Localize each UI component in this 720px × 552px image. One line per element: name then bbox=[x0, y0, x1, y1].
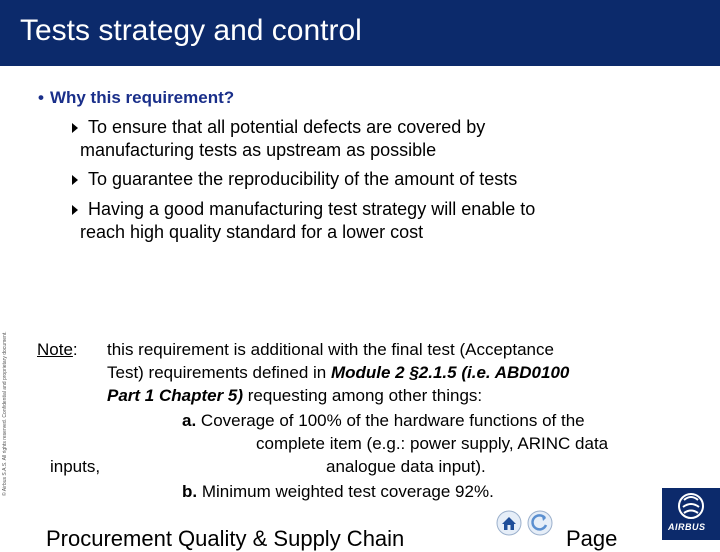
triangle-bullet-icon bbox=[72, 123, 78, 133]
airbus-logo bbox=[662, 488, 720, 540]
note-line-1: this requirement is additional with the final test (Acceptance bbox=[107, 340, 554, 359]
note-text: requesting among other things: bbox=[243, 386, 483, 405]
airbus-logo-text: AIRBUS bbox=[668, 522, 706, 532]
triangle-bullet-icon bbox=[72, 175, 78, 185]
main-bullet bbox=[38, 88, 234, 108]
main-bullet-text: Why this requirement? bbox=[49, 88, 235, 107]
sub-bullet-2 bbox=[80, 168, 517, 191]
footer-section-title: Procurement Quality & Supply Chain bbox=[46, 526, 405, 551]
triangle-bullet-icon bbox=[72, 205, 78, 215]
sub-bullet-1 bbox=[80, 116, 485, 162]
note-reference: Module 2 §2.1.5 (i.e. ABD0100 bbox=[330, 363, 570, 382]
item-a-label: a. bbox=[182, 411, 197, 430]
copyright-notice: © Airbus S.A.S. All rights reserved. Confidential and proprietary document. bbox=[2, 331, 8, 496]
note-label: Note bbox=[37, 340, 73, 359]
note-line-3 bbox=[107, 384, 482, 407]
item-b-text: Minimum weighted test coverage 92%. bbox=[197, 482, 494, 501]
note-item-a bbox=[182, 409, 585, 432]
note-colon: : bbox=[72, 340, 78, 359]
home-icon[interactable] bbox=[496, 510, 522, 536]
item-a-line-2: complete item (e.g.: power supply, ARINC data bbox=[256, 434, 609, 453]
note-item-b bbox=[182, 480, 494, 503]
sub-bullet-3 bbox=[80, 198, 535, 244]
sub-bullet-text-cont: reach high quality standard for a lower cost bbox=[80, 222, 424, 242]
back-arrow-icon[interactable] bbox=[527, 510, 553, 536]
sub-bullet-text: To ensure that all potential defects are covered by bbox=[88, 117, 486, 137]
page-title: Tests strategy and control bbox=[20, 14, 362, 47]
sub-bullet-text-cont: manufacturing tests as upstream as possible bbox=[80, 140, 437, 160]
note-line-2 bbox=[107, 361, 569, 384]
sub-bullet-text: To guarantee the reproducibility of the amount of tests bbox=[88, 169, 518, 189]
note-reference-cont: Part 1 Chapter 5) bbox=[107, 386, 244, 405]
page-label: Page bbox=[566, 526, 618, 551]
airbus-logo-mark-icon bbox=[662, 488, 720, 522]
title-bar bbox=[0, 0, 720, 66]
item-a-text: Coverage of 100% of the hardware functions of the bbox=[196, 411, 585, 430]
item-a-line-3-right: analogue data input). bbox=[326, 457, 486, 476]
note-text: Test) requirements defined in bbox=[107, 363, 331, 382]
item-b-label: b. bbox=[182, 482, 198, 501]
bullet-dot: • bbox=[38, 88, 44, 107]
sub-bullet-text: Having a good manufacturing test strategy will enable to bbox=[88, 199, 536, 219]
note-label-group bbox=[37, 338, 78, 361]
item-a-line-3-left: inputs, bbox=[50, 457, 101, 476]
